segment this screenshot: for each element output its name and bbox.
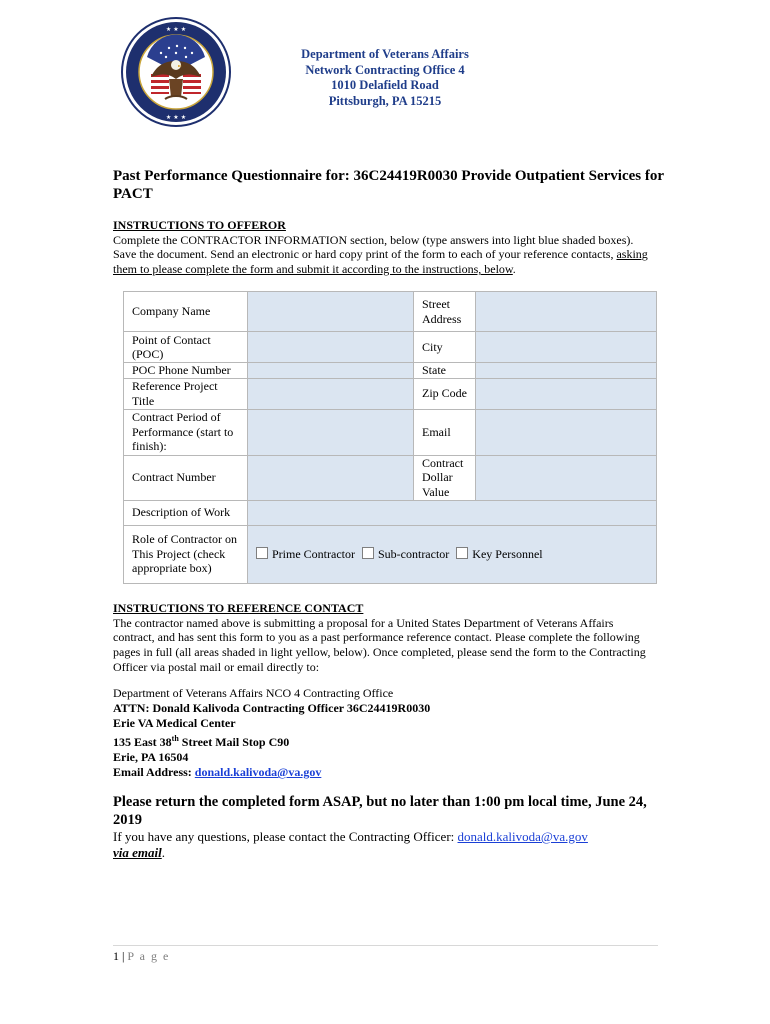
address-line-4-start: 135 East 38 — [113, 735, 172, 749]
svg-text:★ ★ ★: ★ ★ ★ — [165, 26, 187, 33]
page-number: 1 — [113, 949, 119, 963]
contract-dollar-value-field[interactable] — [476, 455, 657, 500]
header-line-4: Pittsburgh, PA 15215 — [328, 93, 442, 108]
address-line-2: ATTN: Donald Kalivoda Contracting Officer 36C24419R0030 — [113, 701, 431, 715]
header-line-2: Network Contracting Office 4 — [305, 62, 465, 77]
poc-phone-field[interactable] — [248, 363, 414, 379]
label-poc-phone: POC Phone Number — [124, 363, 248, 379]
reference-heading: INSTRUCTIONS TO REFERENCE CONTACT — [113, 601, 364, 615]
prime-contractor-checkbox[interactable] — [256, 547, 268, 559]
questions-text: If you have any questions, please contact the Contracting Officer: — [113, 829, 458, 844]
zip-code-field[interactable] — [476, 378, 657, 409]
va-seal-logo — [121, 17, 231, 127]
offeror-text-end: . — [512, 262, 516, 277]
reference-project-title-field[interactable] — [248, 378, 414, 409]
key-personnel-checkbox[interactable] — [456, 547, 468, 559]
key-personnel-label: Key Personnel — [472, 546, 543, 561]
offeror-text-plain: Complete the CONTRACTOR INFORMATION section, below (type answers into light blue shaded boxes). Save the document. Send an electronic or hard copy print of the form to each of your reference contacts, — [113, 232, 634, 262]
sub-contractor-checkbox[interactable] — [362, 547, 374, 559]
address-email-link[interactable]: donald.kalivoda@va.gov — [194, 765, 322, 779]
contract-period-field[interactable] — [248, 409, 414, 455]
label-email: Email — [414, 409, 476, 455]
footer-divider — [113, 945, 658, 946]
email-field[interactable] — [476, 409, 657, 455]
city-field[interactable] — [476, 332, 657, 363]
header-line-1: Department of Veterans Affairs — [301, 47, 469, 61]
questions-end: . — [161, 845, 165, 860]
label-zip-code: Zip Code — [414, 378, 476, 409]
office-address-header — [240, 47, 530, 109]
sub-contractor-label: Sub-contractor — [377, 546, 450, 561]
address-line-4 — [113, 735, 289, 749]
label-contract-number: Contract Number — [124, 455, 248, 500]
offeror-text — [113, 233, 658, 277]
questions-contact — [113, 829, 673, 861]
role-options — [248, 525, 657, 583]
label-role-of-contractor: Role of Contractor on This Project (check appropriate box) — [124, 525, 248, 583]
address-line-3: Erie VA Medical Center — [113, 716, 236, 730]
label-description-of-work: Description of Work — [124, 500, 248, 525]
street-address-field[interactable] — [476, 292, 657, 332]
svg-text:★ ★ ★: ★ ★ ★ — [165, 114, 187, 121]
label-company-name: Company Name — [124, 292, 248, 332]
address-line-5: Erie, PA 16504 — [113, 750, 189, 764]
label-street-address: Street Address — [414, 292, 476, 332]
description-of-work-field[interactable] — [248, 500, 657, 525]
offeror-heading: INSTRUCTIONS TO OFFEROR — [113, 218, 286, 232]
label-contract-dollar-value: Contract Dollar Value — [414, 455, 476, 500]
page-footer — [113, 949, 170, 964]
label-point-of-contact: Point of Contact (POC) — [124, 332, 248, 363]
address-line-1: Department of Veterans Affairs NCO 4 Contracting Office — [113, 686, 394, 700]
offeror-text-underlined: asking them to please complete the form and submit it according to the instructions, below — [113, 247, 648, 277]
contractor-information-table — [123, 291, 657, 584]
reference-text: The contractor named above is submitting a proposal for a United States Department of Veterans Affairs contract, and has sent this form to you as a past performance reference contact. Please complete the following pages in full (all areas shaded in light yellow, below). Once completed, please send the form to the Contracting Officer via postal mail or email directly to: — [113, 615, 646, 674]
mailing-address — [113, 686, 658, 780]
label-city: City — [414, 332, 476, 363]
header-line-3: 1010 Delafield Road — [331, 78, 439, 92]
label-reference-project-title: Reference Project Title — [124, 378, 248, 409]
page-label: P a g e — [127, 949, 170, 963]
label-state: State — [414, 363, 476, 379]
address-line-4-end: Street Mail Stop C90 — [178, 735, 290, 749]
contract-number-field[interactable] — [248, 455, 414, 500]
point-of-contact-field[interactable] — [248, 332, 414, 363]
label-contract-period: Contract Period of Performance (start to finish): — [124, 409, 248, 455]
via-email: via email — [113, 845, 162, 860]
reference-instructions — [113, 601, 658, 675]
questions-email-link[interactable]: donald.kalivoda@va.gov — [457, 829, 588, 844]
state-field[interactable] — [476, 363, 657, 379]
return-deadline-notice: Please return the completed form ASAP, but no later than 1:00 pm local time, June 24, 2019 — [113, 794, 647, 828]
company-name-field[interactable] — [248, 292, 414, 332]
email-address-label: Email Address: — [113, 765, 195, 779]
prime-contractor-label: Prime Contractor — [272, 546, 355, 561]
address-line-4-sup: th — [171, 734, 179, 743]
page-title: Past Performance Questionnaire for: 36C24419R0030 Provide Outpatient Services for PACT — [113, 168, 664, 202]
offeror-instructions — [113, 218, 658, 277]
footer-separator: | — [119, 949, 128, 963]
